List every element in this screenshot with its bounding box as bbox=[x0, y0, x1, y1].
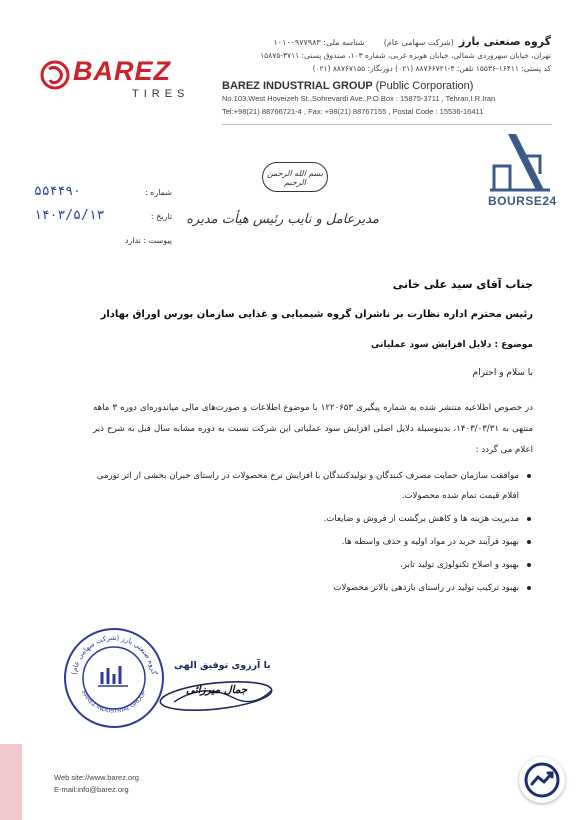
company-stamp-icon bbox=[62, 626, 166, 730]
footer-email: E-mail:info@barez.org bbox=[54, 785, 129, 794]
number-row bbox=[32, 184, 172, 208]
list-item-text: بهبود فرآیند خرید در مواد اولیه و حذف واسطه ها. bbox=[341, 537, 519, 547]
bullet-dot-icon bbox=[527, 474, 531, 478]
list-item bbox=[93, 578, 533, 598]
header-persian bbox=[211, 30, 551, 75]
company-en: BAREZ INDUSTRIAL GROUP bbox=[222, 80, 373, 92]
reasons-list bbox=[93, 466, 533, 601]
seal-text: بسم الله الرحمن الرحیم bbox=[266, 169, 324, 187]
date-label: تاریخ : bbox=[150, 212, 172, 221]
date-value: ۱۴۰۳/۵/۱۳ bbox=[34, 208, 105, 223]
barez-swirl-icon bbox=[40, 60, 70, 90]
stamp-text-en: BAREZ INDUSTRIAL GROUP bbox=[80, 689, 148, 715]
phones-fa: کد پستی: ۱۶۴۱۱-۱۵۵۳۶ تلفن: ۴-۸۸۷۶۶۷۲۱ (۰۲۱) دورنگار: ۸۸۷۶۷۱۵۵ (۰۲۱) bbox=[312, 64, 551, 73]
logo-sub: TIRES bbox=[132, 88, 190, 100]
signatory-title: مدیرعامل و نایب رئیس هیأت مدیره bbox=[186, 212, 379, 227]
signature-block bbox=[62, 626, 271, 736]
contact-en: Tel:+98(21) 88766721-4 , Fax: +98(21) 88767155 , Postal Code : 15536-16411 bbox=[222, 107, 484, 116]
bismillah-seal bbox=[262, 162, 332, 198]
stamp-text-fa: گروه صنعتی بارز (شرکت سهامی عام) bbox=[70, 633, 158, 676]
bullet-dot-icon bbox=[527, 563, 531, 567]
bullet-dot-icon bbox=[527, 517, 531, 521]
svg-text:BAREZ INDUSTRIAL GROUP bbox=[80, 690, 148, 715]
recipient-role: رئیس محترم اداره نظارت بر ناشران گروه شیمیایی و غذایی سازمان بورس اوراق بهادار bbox=[100, 309, 533, 320]
national-id-fa: شناسه ملی: ۱۰۱۰۰۹۷۷۹۸۳ bbox=[273, 38, 365, 47]
list-item bbox=[93, 509, 533, 529]
header-english bbox=[222, 80, 562, 118]
list-item bbox=[93, 555, 533, 575]
number-label: شماره : bbox=[144, 188, 172, 197]
company-fa-line bbox=[211, 30, 551, 49]
list-item bbox=[93, 466, 533, 506]
attachment-row bbox=[32, 232, 172, 256]
header-divider bbox=[222, 124, 552, 125]
body-paragraph: در خصوص اطلاعیه منتشر شده به شماره پیگیری ۱۲۲۰۶۵۳ با موضوع اطلاعات و صورت‌های مالی میاندوره‌ای دوره ۳ ماهه منتهی به ۱۴۰۳/۰۳/۳۱، بدینوسیله دلایل اصلی افزایش سود عملیاتی این شرکت نسبت به دوره مشابه سال قبل به شرح ذیر اعلام می گردد : bbox=[93, 403, 533, 455]
date-row bbox=[32, 208, 172, 232]
bullet-dot-icon bbox=[527, 586, 531, 590]
address-en: No.103,West Hoveizeh St.,Sohrevardi Ave.,P.O.Box : 15875-3711 , Tehran,I.R.Iran bbox=[222, 94, 496, 103]
bourse-chart-badge-icon bbox=[524, 762, 560, 798]
barez-logo bbox=[40, 56, 210, 106]
left-accent-bar bbox=[0, 744, 22, 820]
logo-brand: BAREZ bbox=[73, 56, 171, 86]
company-fa: گروه صنعتی بارز bbox=[458, 35, 551, 48]
bourse24-logo-icon bbox=[488, 126, 552, 194]
list-item-text: بهبود و اصلاح تکنولوژی تولید تایر. bbox=[400, 560, 519, 570]
greeting: با سلام و احترام bbox=[472, 368, 533, 378]
handwritten-signature-icon bbox=[154, 676, 284, 716]
attachment-label: پیوست : ندارد bbox=[124, 236, 172, 245]
bullet-dot-icon bbox=[527, 540, 531, 544]
company-type-fa: (شرکت سهامی عام) bbox=[383, 38, 454, 47]
subject-line: موضوع : دلایل افزایش سود عملیاتی bbox=[371, 340, 533, 350]
footer bbox=[54, 772, 139, 796]
list-item-text: مدیریت هزینه ها و کاهش برگشت از فروش و ضایعات. bbox=[323, 514, 519, 524]
letter-meta bbox=[32, 184, 172, 256]
signer-name: جمال میرزائی bbox=[186, 684, 248, 696]
recipient-name: جناب آقای سید علی خانی bbox=[392, 278, 533, 291]
bourse24-text: BOURSE24 bbox=[488, 194, 557, 208]
number-value: ۵۵۴۴۹۰ bbox=[34, 184, 81, 199]
closing-phrase: با آرزوی توفیق الهی bbox=[174, 660, 271, 671]
company-type-en: (Public Corporation) bbox=[375, 80, 474, 92]
list-item bbox=[93, 532, 533, 552]
bourse-badge-button[interactable] bbox=[519, 757, 565, 803]
list-item-text: موافقت سازمان حمایت مصرف کنندگان و تولیدکنندگان با افزایش نرخ محصولات در راستای جبران بخشی از اثر تورمی اقلام قیمت تمام شده محصولات. bbox=[96, 471, 519, 501]
address-fa: تهران، خیابان سهروردی شمالی، خیابان هویزه غربی، شماره ۱۰۳، صندوق پستی: ۳۷۱۱-۱۵۸۷۵ bbox=[260, 51, 551, 60]
footer-website: Web site://www.barez.org bbox=[54, 773, 139, 782]
bourse24-watermark bbox=[488, 126, 558, 214]
list-item-text: بهبود ترکیب تولید در راستای بازدهی بالاتر محصولات bbox=[333, 583, 519, 593]
company-en-line bbox=[222, 80, 562, 92]
